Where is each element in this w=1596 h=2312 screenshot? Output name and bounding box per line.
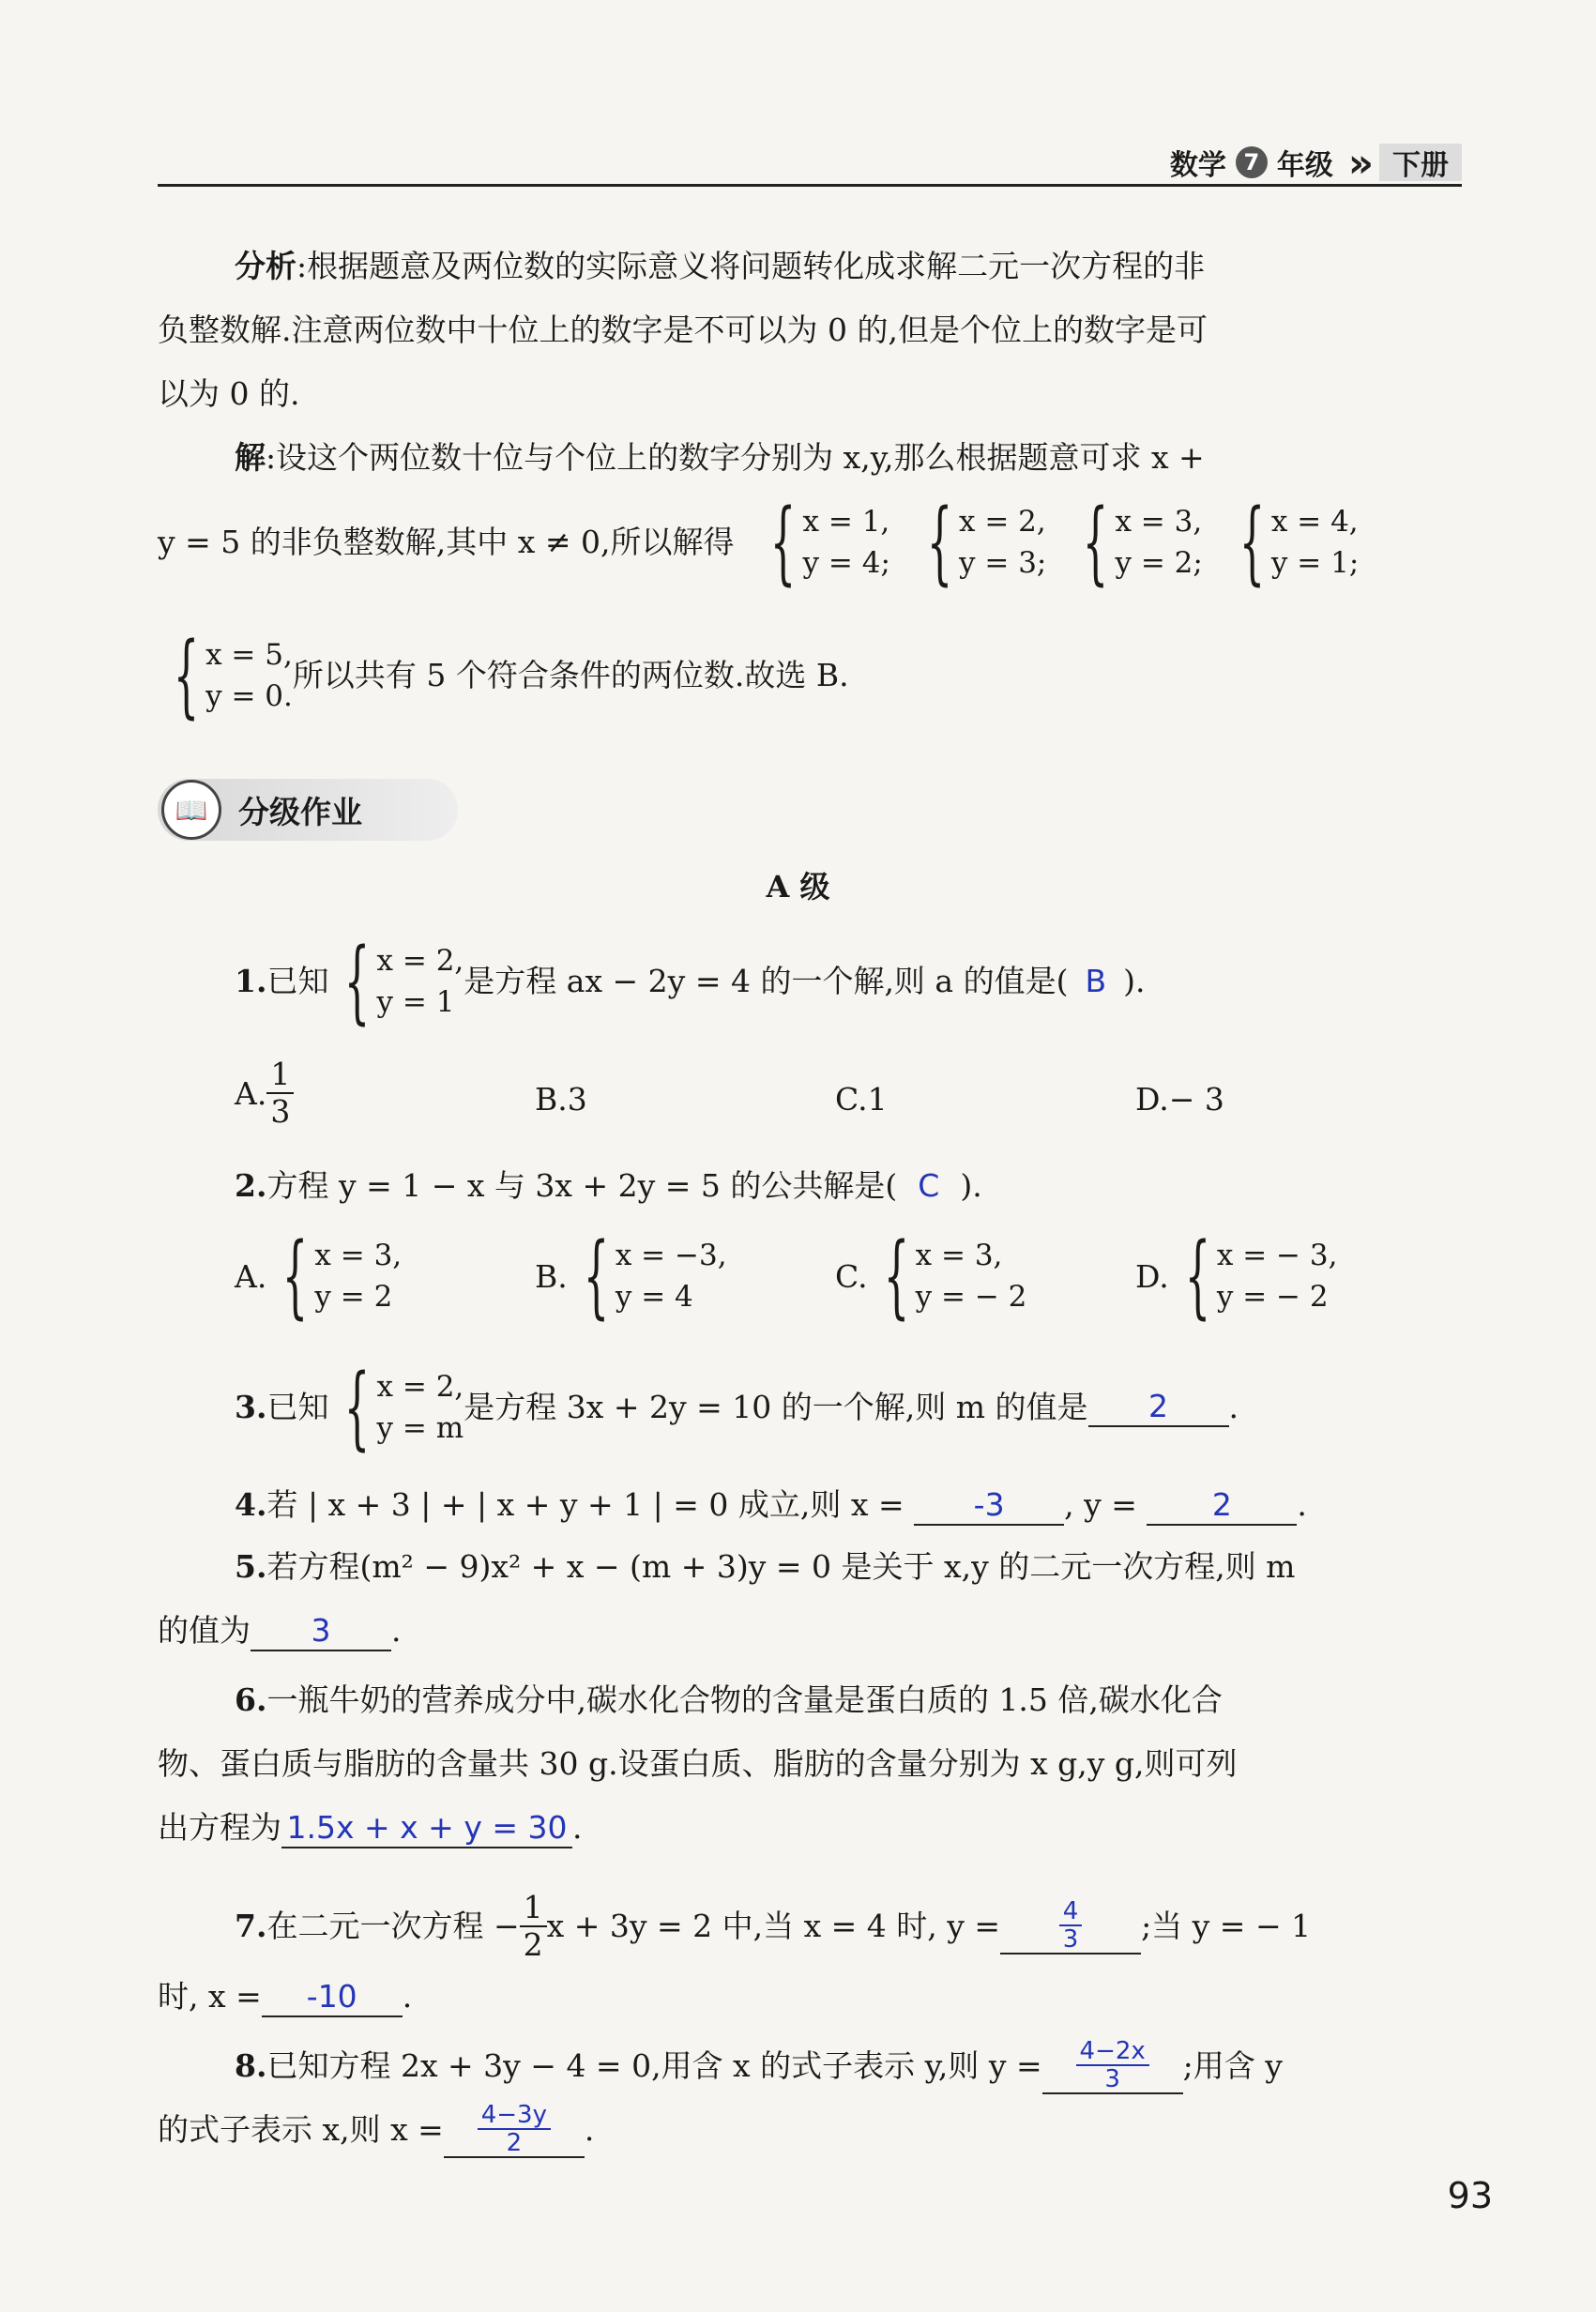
q4-answer-y: 2 [1147,1486,1297,1526]
grade-label: 年级 [1276,149,1333,182]
solution-text-3: 所以共有 5 个符合条件的两位数.故选 B. [292,657,849,693]
q3-answer: 2 [1088,1388,1229,1427]
q1-option-a: A. $\frac{1}{3}$ [235,1057,294,1130]
section-header [158,779,458,841]
q7-answer-1: $\frac{4}{3}$ [1000,1898,1141,1955]
q7-fraction: $\frac{1}{2}$ [520,1890,547,1963]
analysis-label: 分析 [235,248,296,284]
solution-system-1: { x = 1, y = 4; [770,490,890,595]
subject-label: 数学 [1169,149,1226,182]
solution-system-2: { x = 2, y = 3; [926,490,1047,595]
q4-answer-x: -3 [914,1486,1064,1526]
q2-option-a: A. { x = 3, y = 2 [235,1224,403,1329]
q1-option-c: C.1 [835,1081,888,1118]
solution-label: 解 [235,439,266,476]
analysis-line-2: 负整数解.注意两位数中十位上的数字是不可以为 0 的,但是个位上的数字是可 [158,312,1208,348]
solution-line-2 [158,490,1452,595]
solution-line-3 [158,623,1452,728]
question-6-line-2: 物、蛋白质与脂肪的含量共 30 g.设蛋白质、脂肪的含量分别为 x g,y g,则可列 [158,1745,1238,1782]
page-header [158,141,1462,187]
volume-label: 下册 [1379,144,1462,181]
solution-text-1: :设这个两位数十位与个位上的数字分别为 x,y,那么根据题意可求 x + [266,439,1205,476]
q1-answer: B [1085,963,1107,999]
q1-system: { x = 2, y = 1 [344,929,464,1034]
q5-answer: 3 [251,1612,391,1651]
level-title: A 级 [766,869,830,905]
question-8-line-1: 8. 已知方程 2x + 3y − 4 = 0,用含 x 的式子表示 y,则 y = $\frac{4-2x}{3}$ ;用含 y [235,2037,1283,2093]
q6-answer: 1.5x + x + y = 30 [281,1809,572,1848]
question-1: 1. 已知 { x = 2, y = 1 是方程 ax − 2y = 4 的一个解,则 a 的值是( B ). [235,929,1146,1034]
q2-option-c: C. { x = 3, y = − 2 [835,1224,1027,1329]
solution-system-4: { x = 4, y = 1; [1239,490,1360,595]
question-3: 3. 已知 { x = 2, y = m 是方程 3x + 2y = 10 的一个解,则 m 的值是 2 . [235,1355,1239,1460]
solution-system-5: { x = 5, y = 0. [173,623,293,728]
book-icon: 📖 [161,780,221,840]
q8-answer-1: $\frac{4-2x}{3}$ [1042,2038,1183,2094]
page-number: 93 [1447,2175,1493,2216]
question-7-line-2: 时, x = -10 . [158,1976,1452,2017]
solution-system-3: { x = 3, y = 2; [1083,490,1203,595]
q3-system: { x = 2, y = m [344,1355,464,1460]
question-6-line-3: 出方程为 1.5x + x + y = 30 . [158,1807,1452,1848]
double-chevron-icon: » [1347,139,1364,186]
analysis-text-1: :根据题意及两位数的实际意义将问题转化成求解二元一次方程的非 [296,248,1206,284]
q1-option-d: D.− 3 [1135,1081,1224,1118]
grade-badge: 7 [1236,146,1268,178]
question-7-line-1: 7. 在二元一次方程 − $\frac{1}{2}$ x + 3y = 2 中,当 x = 4 时, y = $\frac{4}{3}$ ;当 y = − 1 [235,1889,1312,1963]
analysis-line-1 [158,246,1529,287]
question-2: 2.方程 y = 1 − x 与 3x + 2y = 5 的公共解是( C ). [235,1167,982,1204]
q8-answer-2: $\frac{4-3y}{2}$ [444,2102,585,2158]
q7-answer-2: -10 [262,1978,403,2017]
question-5-line-1: 5.若方程(m² − 9)x² + x − (m + 3)y = 0 是关于 x,y 的二元一次方程,则 m [235,1548,1296,1585]
question-5-line-2: 的值为 3 . [158,1610,1452,1651]
q1-option-b: B.3 [535,1081,587,1118]
header-title [1170,141,1462,184]
question-4: 4.若 | x + 3 | + | x + y + 1 | = 0 成立,则 x = -3 , y = 2 . [158,1484,1529,1526]
section-title: 分级作业 [238,793,362,830]
q2-option-b: B. { x = −3, y = 4 [535,1224,727,1329]
analysis-line-3: 以为 0 的. [158,375,300,412]
solution-text-2: y = 5 的非负整数解,其中 x ≠ 0,所以解得 [158,524,735,560]
q2-option-d: D. { x = − 3, y = − 2 [1135,1224,1338,1329]
solution-line-1 [158,437,1529,479]
question-8-line-2: 的式子表示 x,则 x = $\frac{4-3y}{2}$ . [158,2101,595,2157]
q2-answer: C [918,1167,940,1204]
question-6-line-1: 6.一瓶牛奶的营养成分中,碳水化合物的含量是蛋白质的 1.5 倍,碳水化合 [235,1681,1223,1718]
